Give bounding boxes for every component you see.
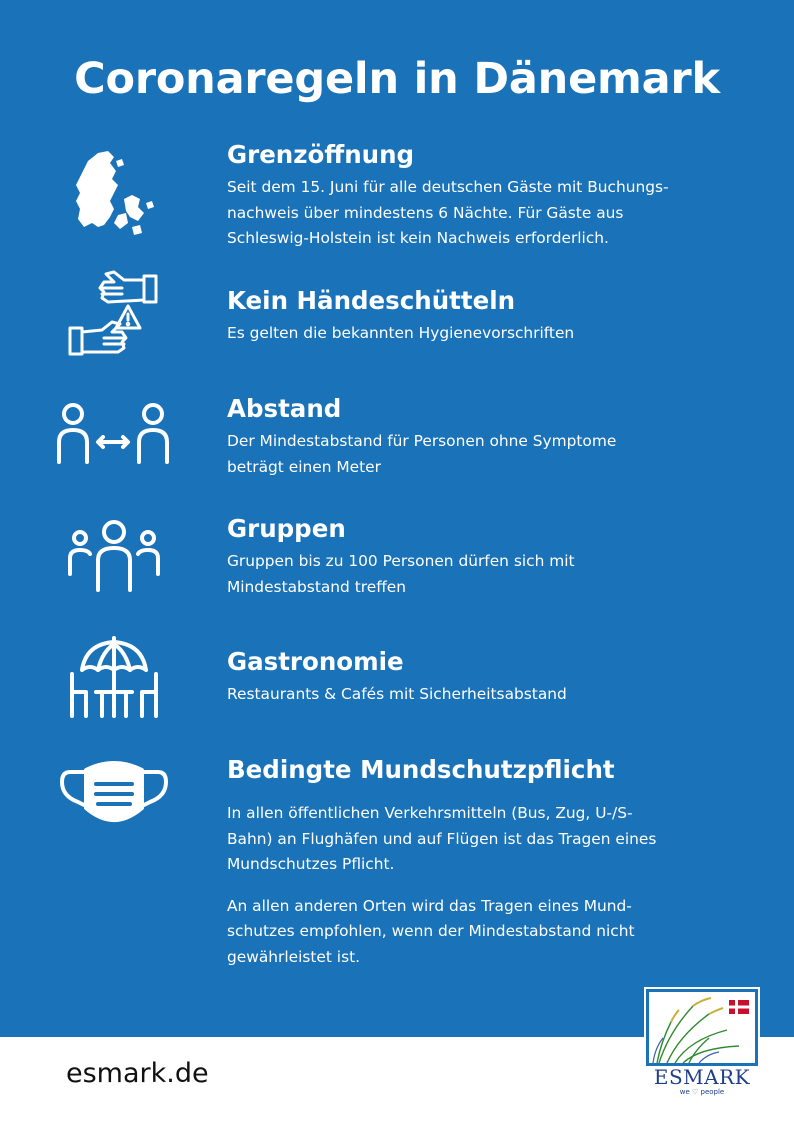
section-mundschutzpflicht <box>227 755 767 970</box>
dune-grass-icon <box>649 992 755 1063</box>
section-heading: Bedingte Mundschutzpflicht <box>227 755 615 784</box>
section-text-2: An allen anderen Orten wird das Tragen eines Mund- schutzes empfohlen, wenn der Mindestabstand nicht gewährleistet ist. <box>227 896 635 966</box>
section-text: In allen öffentlichen Verkehrsmitteln (Bus, Zug, U-/S- Bahn) an Flughäfen und auf Flügen ist das Tragen eines Mundschutzes Pflicht. <box>227 804 657 873</box>
logo-wordmark: ESMARK <box>653 1065 751 1089</box>
section-text: Gruppen bis zu 100 Personen dürfen sich mit Mindestabstand treffen <box>227 552 575 596</box>
page-title: Coronaregeln in Dänemark <box>74 54 720 104</box>
section-text: Restaurants & Cafés mit Sicherheitsabstand <box>227 685 567 703</box>
logo-tagline: we ♡ people <box>679 1088 725 1096</box>
section-text: Der Mindestabstand für Personen ohne Symptome beträgt einen Meter <box>227 432 617 476</box>
section-text: Es gelten die bekannten Hygienevorschriften <box>227 324 575 342</box>
section-heading: Kein Händeschütteln <box>227 286 516 315</box>
section-text: Seit dem 15. Juni für alle deutschen Gäste mit Buchungs- nachweis über mindestens 6 Nächte. Für Gäste aus Schleswig-Holstein ist kein Nachweis erforderlich. <box>227 178 669 247</box>
face-mask-icon <box>58 754 170 836</box>
website-link[interactable]: esmark.de <box>66 1058 209 1089</box>
section-gruppen <box>227 514 767 600</box>
section-heading: Abstand <box>227 394 342 423</box>
no-handshake-icon <box>66 268 162 362</box>
section-abstand <box>227 394 767 480</box>
cafe-table-icon <box>68 634 160 718</box>
esmark-logo <box>644 987 760 1103</box>
section-haendeschuetteln <box>227 286 767 347</box>
distance-icon <box>55 402 173 468</box>
logo-image-frame <box>646 989 758 1066</box>
section-grenzoeffnung <box>227 140 767 252</box>
group-icon <box>66 518 162 592</box>
section-heading: Gastronomie <box>227 647 404 676</box>
denmark-map-icon <box>70 143 160 243</box>
section-heading: Grenzöffnung <box>227 140 415 169</box>
section-gastronomie <box>227 647 767 708</box>
section-heading: Gruppen <box>227 514 346 543</box>
